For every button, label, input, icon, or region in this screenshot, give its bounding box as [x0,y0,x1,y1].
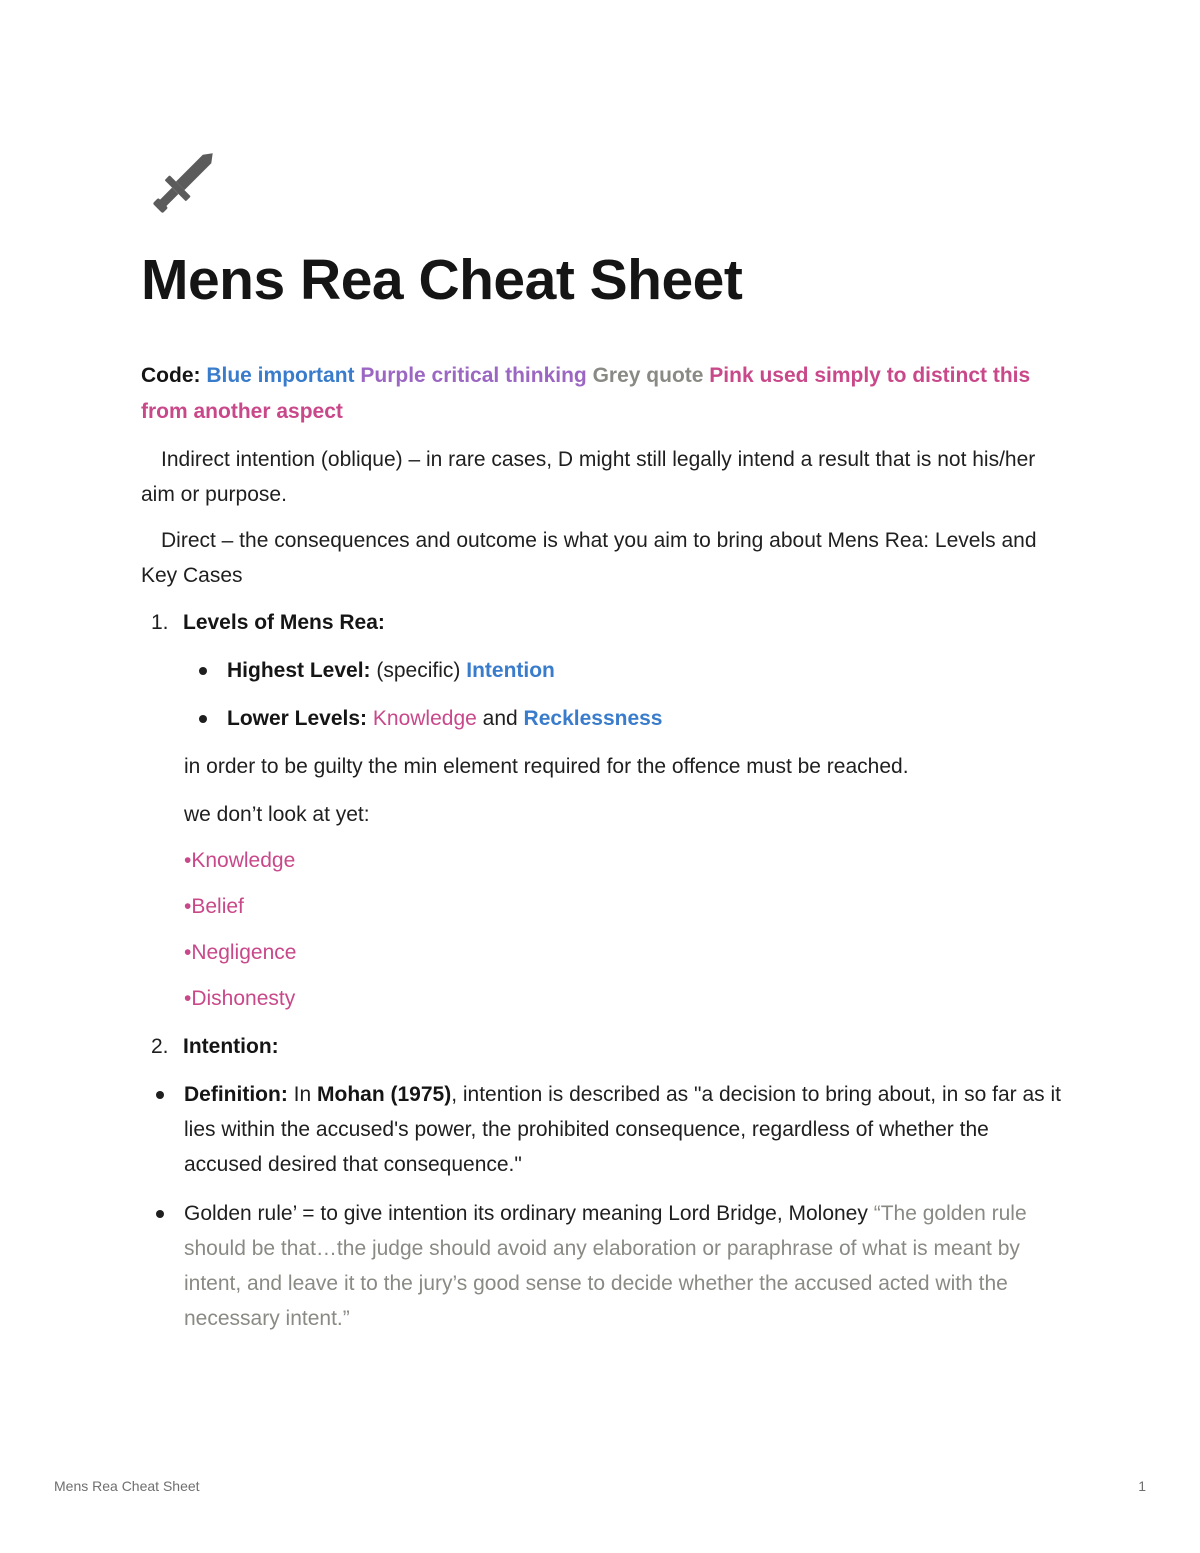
dagger-icon [147,148,227,220]
highest-level-label: Highest Level: [227,658,371,682]
footer-page-number: 1 [1138,1478,1146,1494]
list-item-lower-levels [141,701,1071,736]
list-item-golden-rule [141,1196,1071,1336]
not-yet-note: we don’t look at yet: [184,802,370,826]
bullet-icon [156,1091,164,1099]
page-content [141,148,1071,1336]
bullet-icon [199,667,207,675]
section-heading: Intention: [183,1034,279,1058]
definition-label: Definition: [184,1082,288,1106]
legend-grey: Grey quote [592,363,704,387]
section-heading: Levels of Mens Rea: [183,610,385,634]
definition-in: In [287,1082,317,1106]
not-yet-item-negligence: •Negligence [184,940,297,964]
section-number: 1. [151,610,169,634]
footer-title: Mens Rea Cheat Sheet [54,1478,200,1494]
list-item-highest-level [141,653,1071,688]
list-item-definition [141,1077,1071,1182]
not-yet-item-dishonesty: •Dishonesty [184,986,296,1010]
page-title: Mens Rea Cheat Sheet [141,248,743,312]
section-intention-heading [141,1029,1071,1064]
section-number: 2. [151,1034,169,1058]
golden-rule-quote: “The golden rule should be that…the judge should avoid any elaboration or paraphrase of what is meant by intent, and leave it to the jury’s good sense to decide whether the accused acted with the necessary intent.” [184,1201,1027,1330]
direct-intention-paragraph: Direct – the consequences and outcome is what you aim to bring about Mens Rea: Levels and Key Cases [141,528,1037,587]
bullet-icon [156,1210,164,1218]
indirect-intention-paragraph: Indirect intention (oblique) – in rare cases, D might still legally intend a result that is not his/her aim or purpose. [141,447,1036,506]
highest-level-text: (specific) [370,658,467,682]
lower-levels-label: Lower Levels: [227,706,368,730]
legend-pink: Pink used simply to distinct this from another aspect [141,363,1031,423]
golden-rule-text: Golden rule’ = to give intention its ordinary meaning Lord Bridge, Moloney [184,1201,868,1225]
definition-case: Mohan (1975) [317,1082,452,1106]
bullet-icon [199,715,207,723]
legend-blue: Blue important [206,363,355,387]
not-yet-item-belief: •Belief [184,894,244,918]
highest-level-highlight: Intention [466,658,555,682]
color-code-legend [141,358,1071,430]
lower-levels-knowledge: Knowledge [372,706,477,730]
lower-levels-and: and [476,706,524,730]
definition-text: , intention is described as "a decision to bring about, in so far as it lies within the accused's power, the prohibited consequence, regardless of whether the accused desired that consequence." [184,1082,1062,1176]
not-yet-item-knowledge: •Knowledge [184,848,296,872]
legend-purple: Purple critical thinking [360,363,587,387]
min-element-note: in order to be guilty the min element required for the offence must be reached. [184,754,909,778]
lower-levels-recklessness: Recklessness [523,706,663,730]
legend-code-label: Code: [141,363,201,387]
section-levels-heading [141,605,1071,640]
